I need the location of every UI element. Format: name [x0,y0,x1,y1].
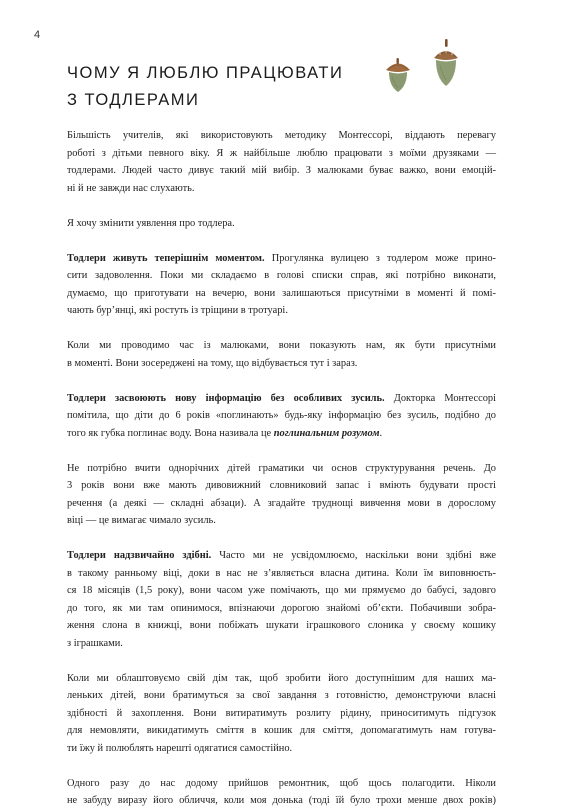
paragraph-1 [67,127,496,197]
text-line: до того, як ми там опинимося, впізнаючи дорогою знайомі об’єкти. Побачивши зобра- [67,602,496,614]
text-run: . [379,427,383,439]
text-line: роботі з дітьми певного віку. Я ж найбільше люблю працювати з моїми друзяками — [67,147,496,159]
acorn-right-icon [434,39,458,86]
text-line: 3 років вони вже мають дивовижний словниковий запас і вміють будувати прості [67,480,496,491]
text-line: ся 18 місяців (1,5 року), вони часом уже помічають, що ми прямуємо до бабусі, задовго [67,585,496,596]
text-line: віці — це вимагає чимало зусиль. [67,515,216,526]
chapter-title [67,60,357,114]
paragraph-9 [67,775,496,810]
page-number: 4 [34,29,41,41]
paragraph-3 [67,250,496,320]
text-line: для немовляти, викидатимуть сміття в кошик для сміття, допомагатимуть нам готува- [67,725,496,736]
emphasis-text: Тодлери засвоюють нову інформацію без особливих зусиль. [67,392,385,404]
text-line: здібності й захоплення. Вони витиратимуть розлиту рідину, приноситимуть підгузок [67,707,496,719]
acorn-left-icon [386,58,410,92]
text-line: речення (а деякі — складні абзаци). А згадайте труднощі вивчення мови в дорослому [67,497,496,509]
emphasis-term: поглинальним розумом [273,427,380,439]
text-line: в моменті. Вони зосереджені на тому, що відбувається тут і зараз. [67,357,358,369]
text-line: ти їжу й полюблять нарешті одягатися самостійно. [67,742,293,754]
text-line: сити задоволення. Поки ми складаємо в голові списки справ, які потрібно виконати, [67,270,496,281]
acorns-illustration [376,24,476,104]
text-line: леньких дітей, вони братимуться за свої завдання з готовністю, демонструючи власні [67,690,496,701]
text-line: чають бур’янці, які ростуть із тріщини в тротуарі. [67,305,288,316]
text-line: тодлерами. Людей часто дивує такий мій вибір. З малюками буває важко, вони емоцій- [67,165,496,176]
text-run: Прогулянка вулицею з тодлером може прино- [264,252,496,264]
body-text [67,127,496,810]
text-line [67,390,496,408]
text-line: Коли ми облаштовуємо свій дім так, щоб зробити його доступнішим для наших ма- [67,672,496,684]
text-line: Не потрібно вчити однорічних дітей граматики чи основ структурування речень. До [67,462,496,474]
text-line: не забуду виразу його обличчя, коли моя донька (тоді їй було трохи менше двох років) [67,795,496,806]
emphasis-text: Тодлери надзвичайно здібні. [67,550,212,561]
paragraph-7 [67,547,496,652]
text-line: в такому ранньому віці, доки в нас не з’являється власна дитина. Коли їм виповнюєть- [67,567,496,579]
emphasis-text: Тодлери живуть теперішнім моментом. [67,252,265,264]
text-line: Одного разу до нас додому прийшов ремонтник, щоб щось полагодити. Ніколи [67,777,496,789]
text-line: ження слона в книжці, вони побіжать шукати іграшкового слоника у своєму кошику [67,620,496,631]
chapter-title-line-2: З ТОДЛЕРАМИ [67,91,200,109]
text-line: Я хочу змінити уявлення про тодлера. [67,217,235,229]
paragraph-5 [67,390,496,443]
text-line: помітила, що діти до 6 років «поглинають» будь-яку інформацію без зусиль, подібно до [67,410,496,421]
text-line: ні й не завжди нас слухають. [67,182,195,194]
text-run: Докторка Монтессорі [384,392,496,404]
paragraph-6 [67,460,496,530]
text-line [67,425,496,443]
text-line [67,547,496,565]
text-line [67,250,496,268]
text-run: Часто ми не усвідомлюємо, наскільки вони здібні вже [211,550,496,561]
text-line: Більшість учителів, які використовують методику Монтессорі, віддають перевагу [67,130,496,141]
paragraph-8 [67,670,496,758]
chapter-title-line-1: ЧОМУ Я ЛЮБЛЮ ПРАЦЮВАТИ [67,64,344,82]
text-line: з іграшками. [67,637,123,649]
paragraph-4 [67,337,496,372]
text-run: того як губка поглинає воду. Вона називала це [67,427,274,439]
text-line: Коли ми проводимо час із малюками, вони показують нам, як бути присутніми [67,340,496,351]
paragraph-2 [67,215,496,233]
text-line: думаємо, що приготувати на вечерю, вони залишаються присутніми в моменті й помі- [67,287,496,299]
